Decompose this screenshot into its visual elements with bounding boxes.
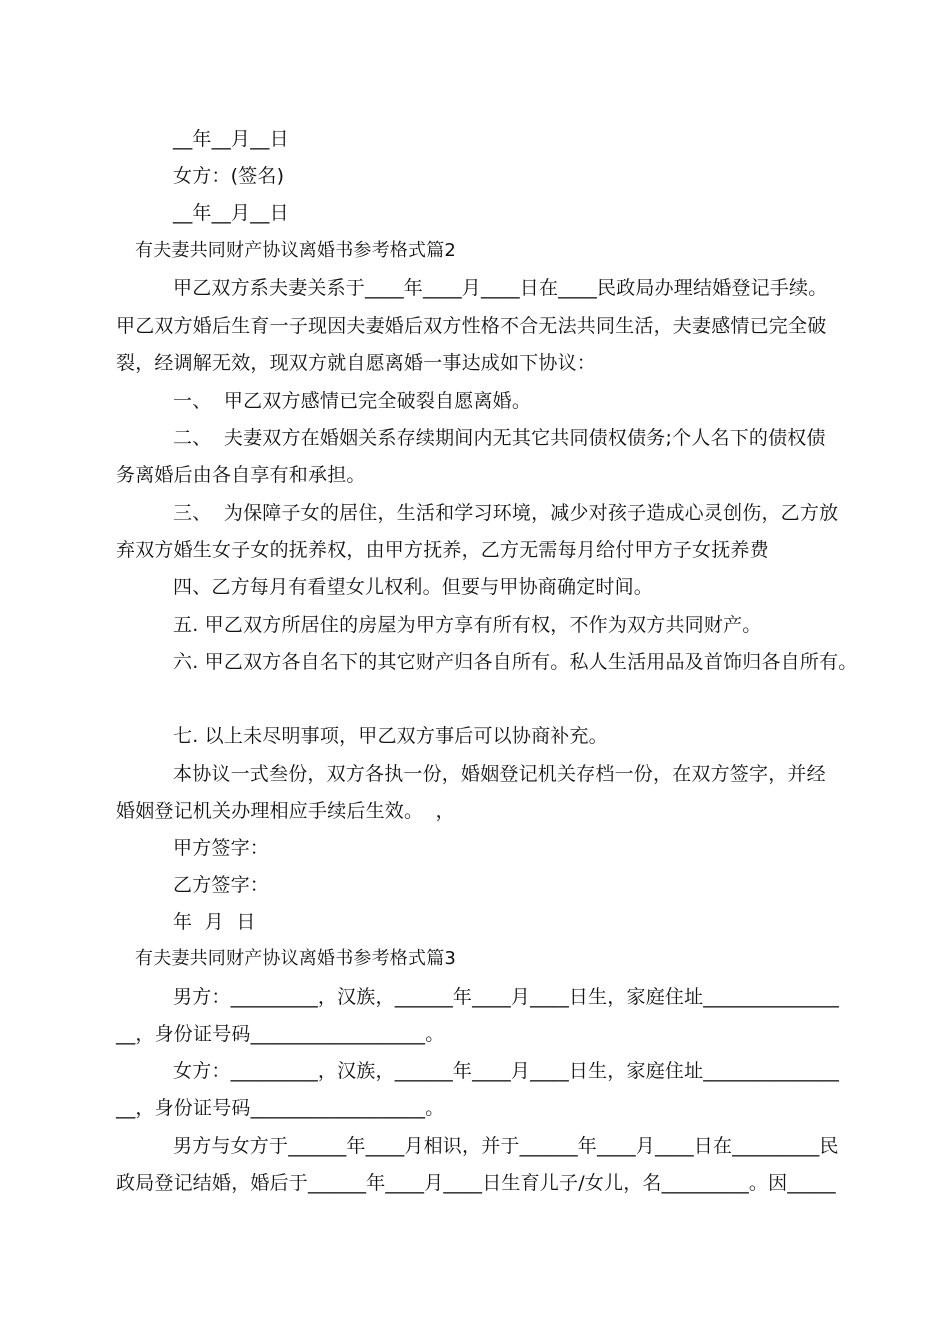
date-placeholder-line: __年__月__日 [173,128,289,150]
clause-line: 务离婚后由各自享有和承担。 [116,464,366,486]
clause-line: 一、 甲乙双方感情已完全破裂自愿离婚。 [173,390,532,412]
clause-line: 六. 甲乙双方各自名下的其它财产归各自所有。私人生活用品及首饰归各自所有。 [173,651,858,673]
female-info-line: __，身份证号码__________________。 [116,1097,445,1119]
paragraph-line: 男方与女方于______年____月相识，并于______年____月____日在_________民 [173,1135,839,1157]
date-line: 年 月 日 [173,911,256,933]
clause-line: 弃双方婚生女子女的抚养权，由甲方抚养，乙方无需每月给付甲方子女抚养费 [116,539,769,561]
clause-line: 三、 为保障子女的居住，生活和学习环境，减少对孩子造成心灵创伤，乙方放 [173,502,839,524]
clause-line: 四、乙方每月有看望女儿权利。但要与甲协商确定时间。 [173,576,654,598]
party-b-signature-line: 乙方签字： [173,874,270,896]
section-heading: 有夫妻共同财产协议离婚书参考格式篇3 [135,948,457,969]
female-info-line: 女方：_________，汉族，______年____月____日生，家庭住址______________ [173,1060,840,1082]
section-heading: 有夫妻共同财产协议离婚书参考格式篇2 [135,240,457,261]
paragraph-line: 本协议一式叁份，双方各执一份，婚姻登记机关存档一份，在双方签字，并经 [173,763,826,785]
clause-line: 七. 以上未尽明事项，甲乙双方事后可以协商补充。 [173,725,608,747]
male-info-line: 男方：_________，汉族，______年____月____日生，家庭住址______________ [173,986,840,1008]
female-signature-line: 女方：(签名) [173,165,285,187]
paragraph-line: 政局登记结婚，婚后于______年____月____日生育儿子/女儿，名_________。因_____ [116,1172,836,1194]
clause-line: 二、 夫妻双方在婚姻关系存续期间内无其它共同债权债务;个人名下的债权债 [173,427,826,449]
date-placeholder-line: __年__月__日 [173,202,289,224]
paragraph-line: 裂，经调解无效，现双方就自愿离婚一事达成如下协议： [116,352,597,374]
paragraph-line: 甲乙双方婚后生育一子现因夫妻婚后双方性格不合无法共同生活，夫妻感情已完全破 [116,315,827,337]
clause-line: 五. 甲乙双方所居住的房屋为甲方享有所有权，不作为双方共同财产。 [173,614,762,636]
party-a-signature-line: 甲方签字： [173,837,270,859]
paragraph-line: 甲乙双方系夫妻关系于____年____月____日在____民政局办理结婚登记手续。 [173,277,828,299]
male-info-line: __，身份证号码__________________。 [116,1023,445,1045]
paragraph-line: 婚姻登记机关办理相应手续后生效。 ， [116,800,455,822]
